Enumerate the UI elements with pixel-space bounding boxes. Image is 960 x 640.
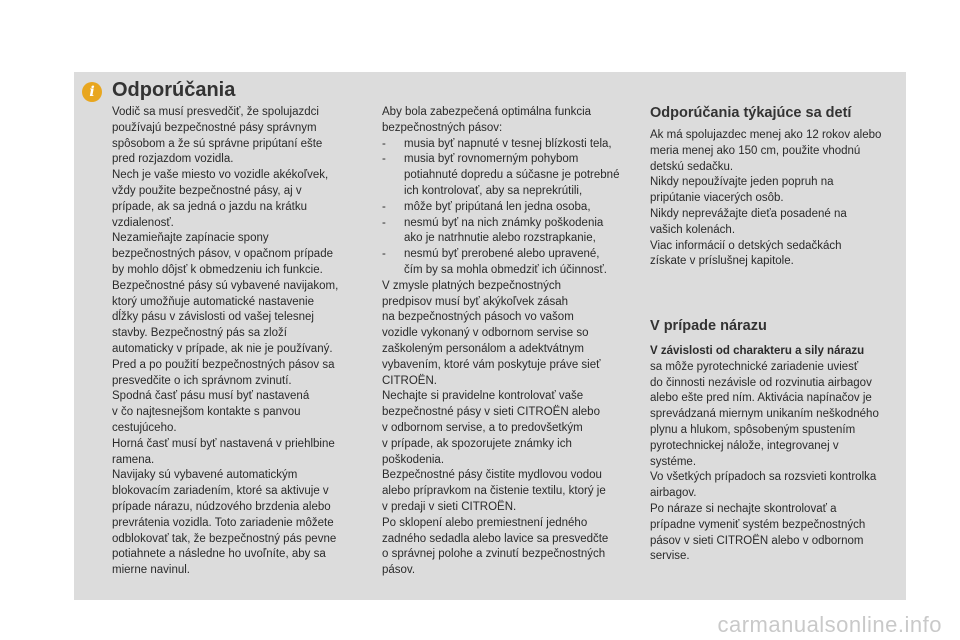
- list-item: [382, 216, 634, 248]
- text-line: pred rozjazdom vozidla.: [112, 153, 234, 166]
- text-line: alebo prípravkom na čistenie textilu, ktorý je: [382, 485, 606, 498]
- column-1-text: [112, 105, 362, 579]
- column-2-intro: [382, 105, 634, 137]
- text-line: Vodič sa musí presvedčiť, že spolujazdci: [112, 106, 319, 118]
- text-line: poškodenia.: [382, 453, 445, 466]
- text-line: ramena.: [112, 453, 155, 466]
- text-line: plynu a hlukom, spôsobeným spustením: [650, 423, 856, 436]
- text-line: cestujúceho.: [112, 421, 177, 434]
- text-line: zaškoleným personálom a adektvátnym: [382, 342, 584, 355]
- crash-heading: V prípade nárazu: [650, 318, 767, 334]
- text-line: vašich kolenách.: [650, 223, 736, 236]
- text-line: Pred a po použití bezpečnostných pásov sa: [112, 358, 335, 371]
- text-line: dĺžky pásu v závislosti od vašej telesnej: [112, 311, 314, 324]
- text-line: v prípade, ak spozorujete známky ich: [382, 437, 572, 450]
- text-line: bezpečnostných pásov, v opačnom prípade: [112, 248, 333, 261]
- text-line: zadného sedadla alebo lavice sa presvedčte: [382, 532, 609, 545]
- text-line: predpisov musí byť akýkoľvek zásah: [382, 295, 568, 308]
- crash-bold-line: V závislosti od charakteru a sily nárazu: [650, 345, 865, 357]
- column-2-bullet-list: [382, 137, 634, 279]
- text-line: bezpečnostných pásov:: [382, 121, 503, 134]
- list-item: [382, 137, 634, 153]
- list-item-line: potiahnuté dopredu a súčasne je potrebné: [404, 169, 620, 182]
- text-line: v odbornom servise, a to predovšetkým: [382, 421, 583, 434]
- text-line: prevrátenia vozidla. Toto zariadenie môžete: [112, 516, 334, 529]
- text-line: Viac informácií o detských sedačkách: [650, 239, 842, 252]
- list-item: [382, 247, 634, 279]
- crash-text: [650, 344, 902, 565]
- text-line: Nech je vaše miesto vo vozidle akékoľvek,: [112, 169, 329, 182]
- info-icon: i: [82, 82, 102, 102]
- text-line: pripútanie viacerých osôb.: [650, 192, 784, 205]
- text-line: Nikdy nepoužívajte jeden popruh na: [650, 176, 834, 189]
- text-line: do činnosti nezávisle od rozvinutia airbagov: [650, 376, 872, 389]
- text-line: meria menej ako 150 cm, použite vhodnú: [650, 144, 861, 157]
- text-line: CITROËN.: [382, 374, 437, 387]
- text-line: Navijaky sú vybavené automatickým: [112, 469, 298, 482]
- text-line: ktorý umožňuje automatické nastavenie: [112, 295, 314, 308]
- list-item-line: - nesmú byť prerobené alebo upravené,: [404, 248, 600, 261]
- list-item-line: - musia byť napnuté v tesnej blízkosti tela,: [404, 137, 612, 150]
- text-line: Bezpečnostné pásy sú vybavené navijakom,: [112, 279, 339, 292]
- text-line: Spodná časť pásu musí byť nastavená: [112, 390, 310, 403]
- text-line: potiahnete a následne ho uvoľníte, aby sa: [112, 548, 326, 561]
- text-line: detskú sedačku.: [650, 160, 734, 173]
- text-line: prípade, ak sa jedná o jazdu na krátku: [112, 200, 307, 213]
- text-line: používajú bezpečnostné pásy správnym: [112, 121, 317, 134]
- text-line: odblokovať tak, že bezpečnostný pás pevne: [112, 532, 337, 545]
- text-line: sprevádzaná miernym unikaním neškodného: [650, 408, 879, 421]
- text-line: vozidle vykonaný v odbornom servise so: [382, 327, 589, 340]
- children-text: [650, 128, 902, 270]
- text-line: alebo ešte pred ním. Aktivácia napínačov je: [650, 392, 872, 405]
- text-line: systéme.: [650, 455, 697, 468]
- text-line: presvedčite o ich správnom zvinutí.: [112, 374, 292, 387]
- text-line: Po náraze si nechajte skontrolovať a: [650, 502, 837, 515]
- text-line: pásov v sieti CITROËN alebo v odbornom: [650, 534, 864, 547]
- text-line: Nechajte si pravidelne kontrolovať vaše: [382, 390, 584, 403]
- text-line: by mohlo dôjsť k obmedzeniu ich funkcie.: [112, 263, 323, 276]
- section-title: Odporúčania: [112, 79, 236, 101]
- list-item-line: ako je natrhnutie alebo rozstrapkanie,: [404, 232, 596, 245]
- text-line: Bezpečnostné pásy čistite mydlovou vodou: [382, 469, 602, 482]
- text-line: stavby. Bezpečnostný pás sa zloží: [112, 327, 287, 340]
- text-line: airbagov.: [650, 487, 697, 500]
- text-line: pásov.: [382, 564, 416, 577]
- text-line: v čo najtesnejšom kontakte s panvou: [112, 406, 301, 419]
- text-line: na bezpečnostných pásoch vo vašom: [382, 311, 574, 324]
- text-line: blokovacím zariadením, ktoré sa aktivuje v: [112, 485, 329, 498]
- list-item-line: - nesmú byť na nich známky poškodenia: [404, 216, 604, 229]
- text-line: získate v príslušnej kapitole.: [650, 255, 794, 268]
- text-line: pyrotechnickej náložе, integrovanej v: [650, 439, 839, 452]
- text-line: vybavením, ktoré vám poskytuje práve sieť: [382, 358, 601, 371]
- text-line: Nezamieňajte zapínacie spony: [112, 232, 269, 245]
- text-line: Vo všetkých prípadoch sa rozsvieti kontrolka: [650, 471, 877, 484]
- text-line: Horná časť musí byť nastavená v priehlbine: [112, 437, 335, 450]
- column-2-rest: [382, 279, 634, 579]
- text-line: mierne navinul.: [112, 564, 190, 577]
- text-line: Po sklopení alebo premiestnení jedného: [382, 516, 588, 529]
- children-heading: Odporúčania týkajúce sa detí: [650, 105, 852, 121]
- list-item: [382, 152, 634, 199]
- text-line: v predaji v sieti CITROËN.: [382, 500, 517, 513]
- text-line: sa môže pyrotechnické zariadenie uviesť: [650, 360, 859, 373]
- text-line: prípadne vymeniť systém bezpečnostných: [650, 518, 866, 531]
- text-line: servise.: [650, 550, 690, 563]
- text-line: Ak má spolujazdec menej ako 12 rokov alebo: [650, 129, 882, 141]
- text-line: Aby bola zabezpečená optimálna funkcia: [382, 106, 592, 118]
- text-line: automaticky v prípade, ak nie je používaný.: [112, 342, 333, 355]
- text-line: spôsobom a že sú správne pripútaní ešte: [112, 137, 323, 150]
- watermark: carmanualsonline.info: [717, 612, 942, 637]
- list-item-line: - musia byť rovnomerným pohybom: [404, 153, 579, 166]
- list-item-line: ich kontrolovať, aby sa neprekrútili,: [404, 184, 583, 197]
- text-line: Nikdy neprevážajte dieťa posadené na: [650, 207, 847, 220]
- text-line: vždy použite bezpečnostné pásy, aj v: [112, 184, 302, 197]
- list-item: [382, 200, 634, 216]
- text-line: prípade nárazu, núdzového brzdenia alebo: [112, 500, 331, 513]
- text-line: V zmysle platných bezpečnostných: [382, 279, 561, 292]
- text-line: o správnej polohe a zvinutí bezpečnostných: [382, 548, 606, 561]
- column-2-text: [382, 105, 634, 579]
- list-item-line: - môže byť pripútaná len jedna osoba,: [404, 200, 591, 213]
- text-line: bezpečnostné pásy v sieti CITROËN alebo: [382, 406, 600, 419]
- text-line: vzdialenosť.: [112, 216, 174, 229]
- list-item-line: čím by sa mohla obmedziť ich účinnosť.: [404, 263, 607, 276]
